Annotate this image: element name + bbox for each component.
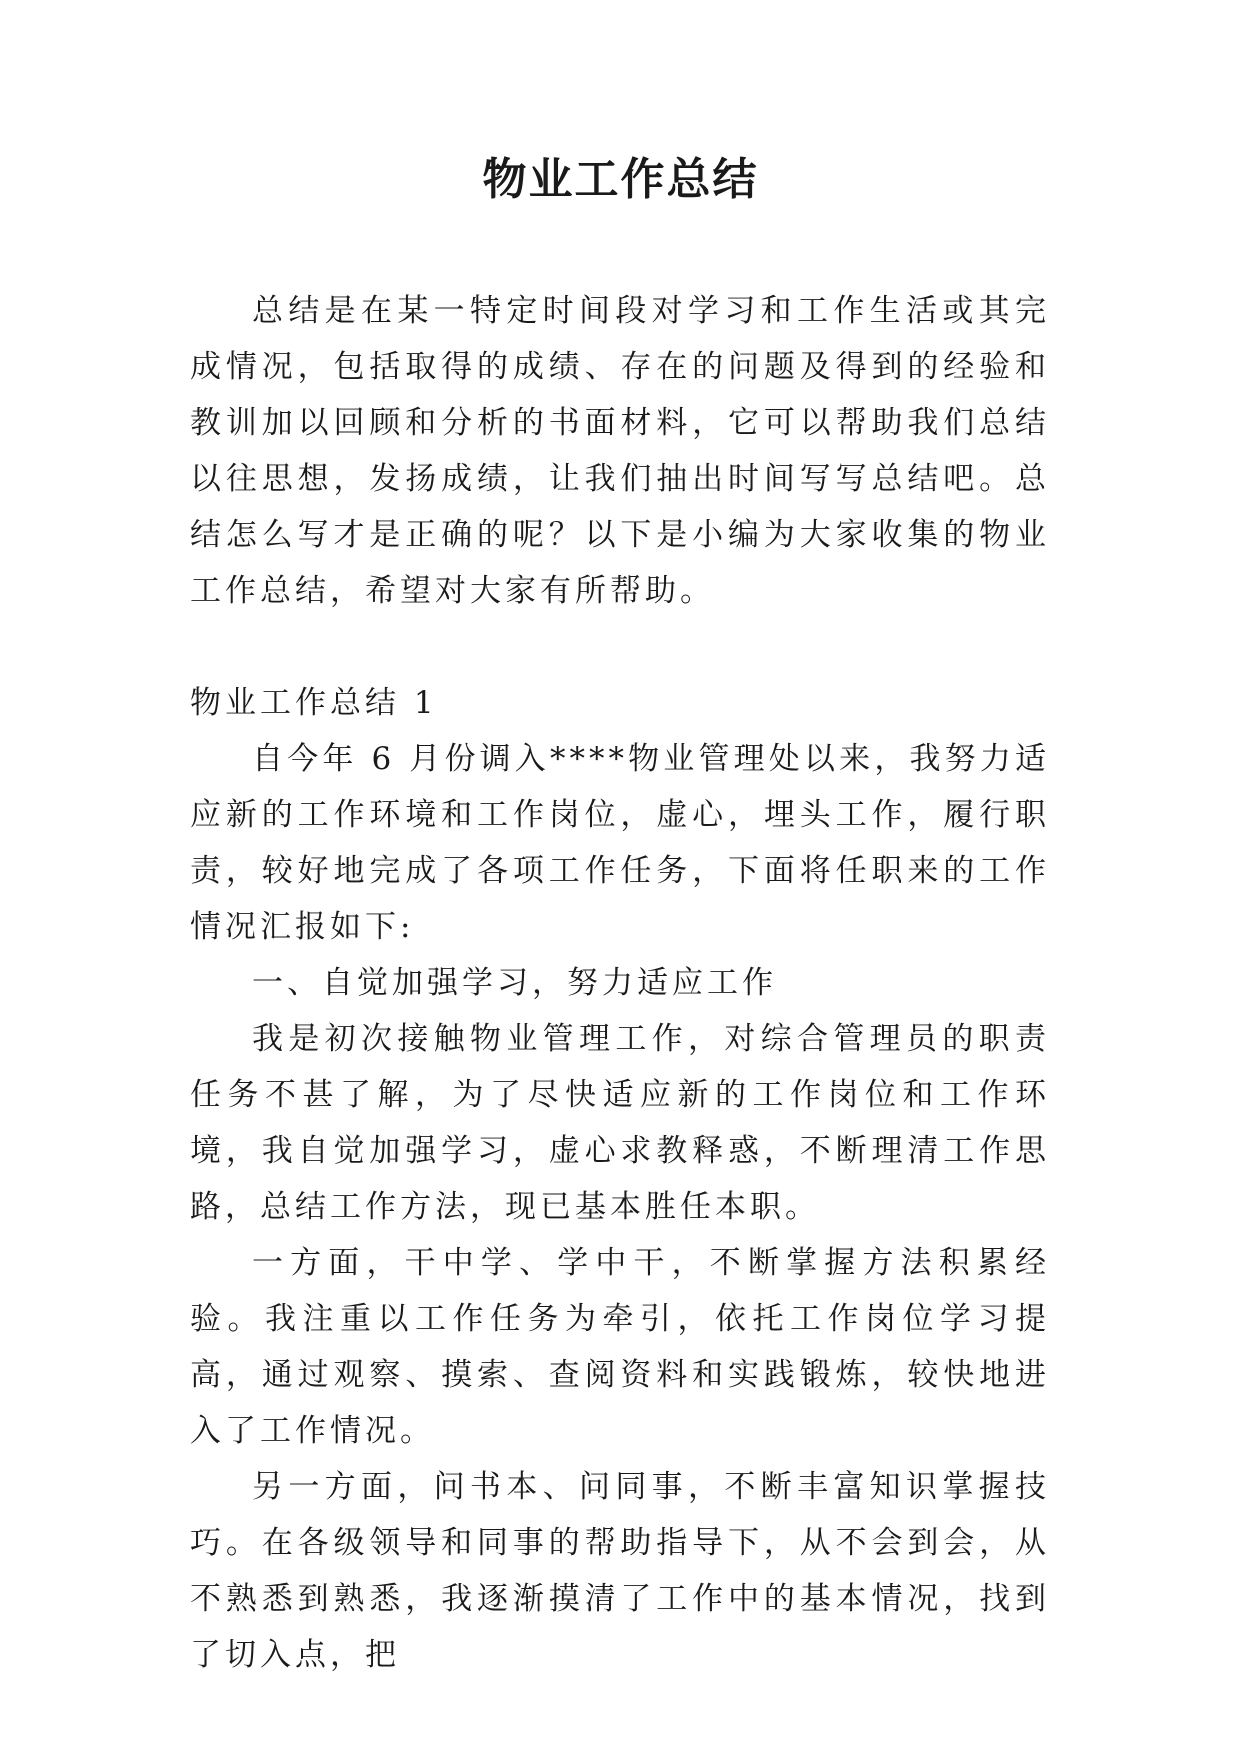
body-paragraph: 一方面，干中学、学中干，不断掌握方法积累经验。我注重以工作任务为牵引，依托工作岗位学习提高，通过观察、摸索、查阅资料和实践锻炼，较快地进入了工作情况。 xyxy=(190,1245,1050,1449)
subheading-paragraph: 一、自觉加强学习，努力适应工作 xyxy=(252,965,777,1001)
intro-paragraph: 总结是在某一特定时间段对学习和工作生活或其完成情况，包括取得的成绩、存在的问题及得到的经验和教训加以回顾和分析的书面材料，它可以帮助我们总结以往思想，发扬成绩，让我们抽出时间写写总结吧。总结怎么写才是正确的呢？以下是小编为大家收集的物业工作总结，希望对大家有所帮助。 xyxy=(190,293,1050,609)
document-body xyxy=(190,283,1050,1683)
body-paragraph: 另一方面，问书本、问同事，不断丰富知识掌握技巧。在各级领导和同事的帮助指导下，从不会到会，从不熟悉到熟悉，我逐渐摸清了工作中的基本情况，找到了切入点，把 xyxy=(190,1469,1050,1673)
section-gap xyxy=(190,619,1050,675)
section-heading: 物业工作总结 1 xyxy=(190,685,438,721)
body-paragraph: 我是初次接触物业管理工作，对综合管理员的职责任务不甚了解，为了尽快适应新的工作岗位和工作环境，我自觉加强学习，虚心求教释惑，不断理清工作思路，总结工作方法，现已基本胜任本职。 xyxy=(190,1021,1050,1225)
body-paragraph: 自今年 6 月份调入****物业管理处以来，我努力适应新的工作环境和工作岗位，虚心，埋头工作，履行职责，较好地完成了各项工作任务，下面将任职来的工作情况汇报如下: xyxy=(190,741,1050,945)
document-title: 物业工作总结 xyxy=(482,154,759,205)
